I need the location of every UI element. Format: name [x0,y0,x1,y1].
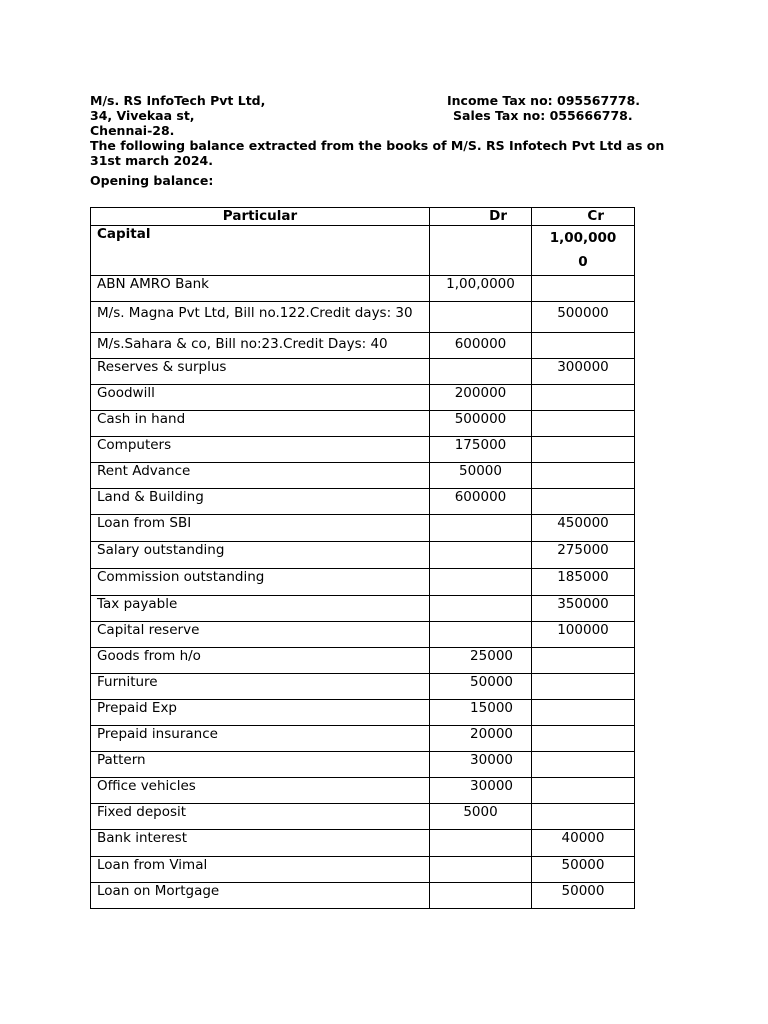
cell-dr [430,226,532,276]
cell-dr [430,857,532,883]
table-row [91,333,635,359]
cell-cr: 275000 [532,542,635,569]
cell-cr [532,674,635,700]
cell-particular: Loan on Mortgage [91,883,430,909]
cell-particular: Goodwill [91,385,430,411]
cell-cr [532,226,635,276]
cell-cr: 50000 [532,883,635,909]
cell-dr: 30000 [430,778,532,804]
table-row [91,437,635,463]
table-row [91,752,635,778]
cell-cr [532,437,635,463]
cell-particular: Furniture [91,674,430,700]
cell-particular: ABN AMRO Bank [91,276,430,302]
address-street: 34, Vivekaa st, [90,108,195,123]
opening-balance-label: Opening balance: [90,173,214,188]
cell-particular: Rent Advance [91,463,430,489]
company-name: M/s. RS InfoTech Pvt Ltd, [90,93,266,108]
table-row [91,385,635,411]
cell-particular: Fixed deposit [91,804,430,830]
cell-particular: Tax payable [91,596,430,622]
statement-line-2: 31st march 2024. [90,153,213,168]
cell-dr [430,302,532,333]
table-row [91,463,635,489]
cell-particular: Capital [91,226,430,276]
cell-particular: Office vehicles [91,778,430,804]
table-row [91,542,635,569]
table-row [91,857,635,883]
cell-cr [532,333,635,359]
cell-cr: 50000 [532,857,635,883]
table-row [91,883,635,909]
balance-table [90,207,635,909]
cell-dr [430,622,532,648]
table-row [91,569,635,596]
cell-particular: Commission outstanding [91,569,430,596]
table-row [91,700,635,726]
statement-line-1: The following balance extracted from the books of M/S. RS Infotech Pvt Ltd as on [90,138,665,153]
cell-cr [532,276,635,302]
cell-dr [430,569,532,596]
cell-cr: 185000 [532,569,635,596]
cell-cr [532,648,635,674]
cell-particular: Loan from Vimal [91,857,430,883]
cell-cr [532,385,635,411]
cell-particular: Prepaid Exp [91,700,430,726]
table-row [91,804,635,830]
cell-dr: 15000 [430,700,532,726]
cell-dr [430,359,532,385]
capital-cr-line-2: 0 [578,254,588,270]
cell-dr: 20000 [430,726,532,752]
cell-cr: 40000 [532,830,635,857]
cell-particular: Computers [91,437,430,463]
cell-particular: Salary outstanding [91,542,430,569]
cell-dr: 50000 [430,674,532,700]
table-row [91,515,635,542]
cell-dr [430,830,532,857]
table-row [91,674,635,700]
cell-dr [430,596,532,622]
address-city: Chennai-28. [90,123,175,138]
cell-dr [430,542,532,569]
cell-particular: M/s. Magna Pvt Ltd, Bill no.122.Credit days: 30 [91,302,430,333]
cell-cr [532,778,635,804]
cell-particular: Bank interest [91,830,430,857]
table-row [91,726,635,752]
cell-dr: 200000 [430,385,532,411]
cell-particular: Loan from SBI [91,515,430,542]
cell-cr: 500000 [532,302,635,333]
table-row-capital [91,226,635,276]
table-row [91,359,635,385]
cell-particular: Land & Building [91,489,430,515]
cell-cr [532,726,635,752]
table-row [91,622,635,648]
capital-cr-line-1: 1,00,000 [549,230,617,246]
cell-dr [430,515,532,542]
cell-dr: 600000 [430,333,532,359]
cell-dr [430,883,532,909]
table-row [91,596,635,622]
sales-tax-number: Sales Tax no: 055666778. [453,108,633,123]
cell-cr [532,489,635,515]
cell-particular: Reserves & surplus [91,359,430,385]
income-tax-number: Income Tax no: 095567778. [447,93,641,108]
cell-particular: Pattern [91,752,430,778]
cell-particular: Goods from h/o [91,648,430,674]
table-row [91,648,635,674]
cell-cr: 100000 [532,622,635,648]
cell-particular: Cash in hand [91,411,430,437]
table-row [91,302,635,333]
table-row [91,276,635,302]
table-row [91,489,635,515]
cell-dr: 50000 [430,463,532,489]
cell-cr [532,463,635,489]
table-row [91,830,635,857]
cell-cr [532,411,635,437]
cell-cr: 450000 [532,515,635,542]
cell-cr [532,752,635,778]
cell-cr: 350000 [532,596,635,622]
cell-dr: 25000 [430,648,532,674]
header-cr: Cr [532,208,635,226]
cell-cr [532,804,635,830]
cell-dr: 30000 [430,752,532,778]
cell-cr [532,700,635,726]
header-dr: Dr [430,208,532,226]
cell-dr: 5000 [430,804,532,830]
table-row [91,778,635,804]
header-particular: Particular [91,208,430,226]
cell-dr: 1,00,0000 [430,276,532,302]
table-header-row [91,208,635,226]
table-row [91,411,635,437]
cell-dr: 500000 [430,411,532,437]
cell-particular: Capital reserve [91,622,430,648]
cell-particular: Prepaid insurance [91,726,430,752]
cell-dr: 600000 [430,489,532,515]
cell-particular: M/s.Sahara & co, Bill no:23.Credit Days: 40 [91,333,430,359]
cell-cr: 300000 [532,359,635,385]
cell-dr: 175000 [430,437,532,463]
